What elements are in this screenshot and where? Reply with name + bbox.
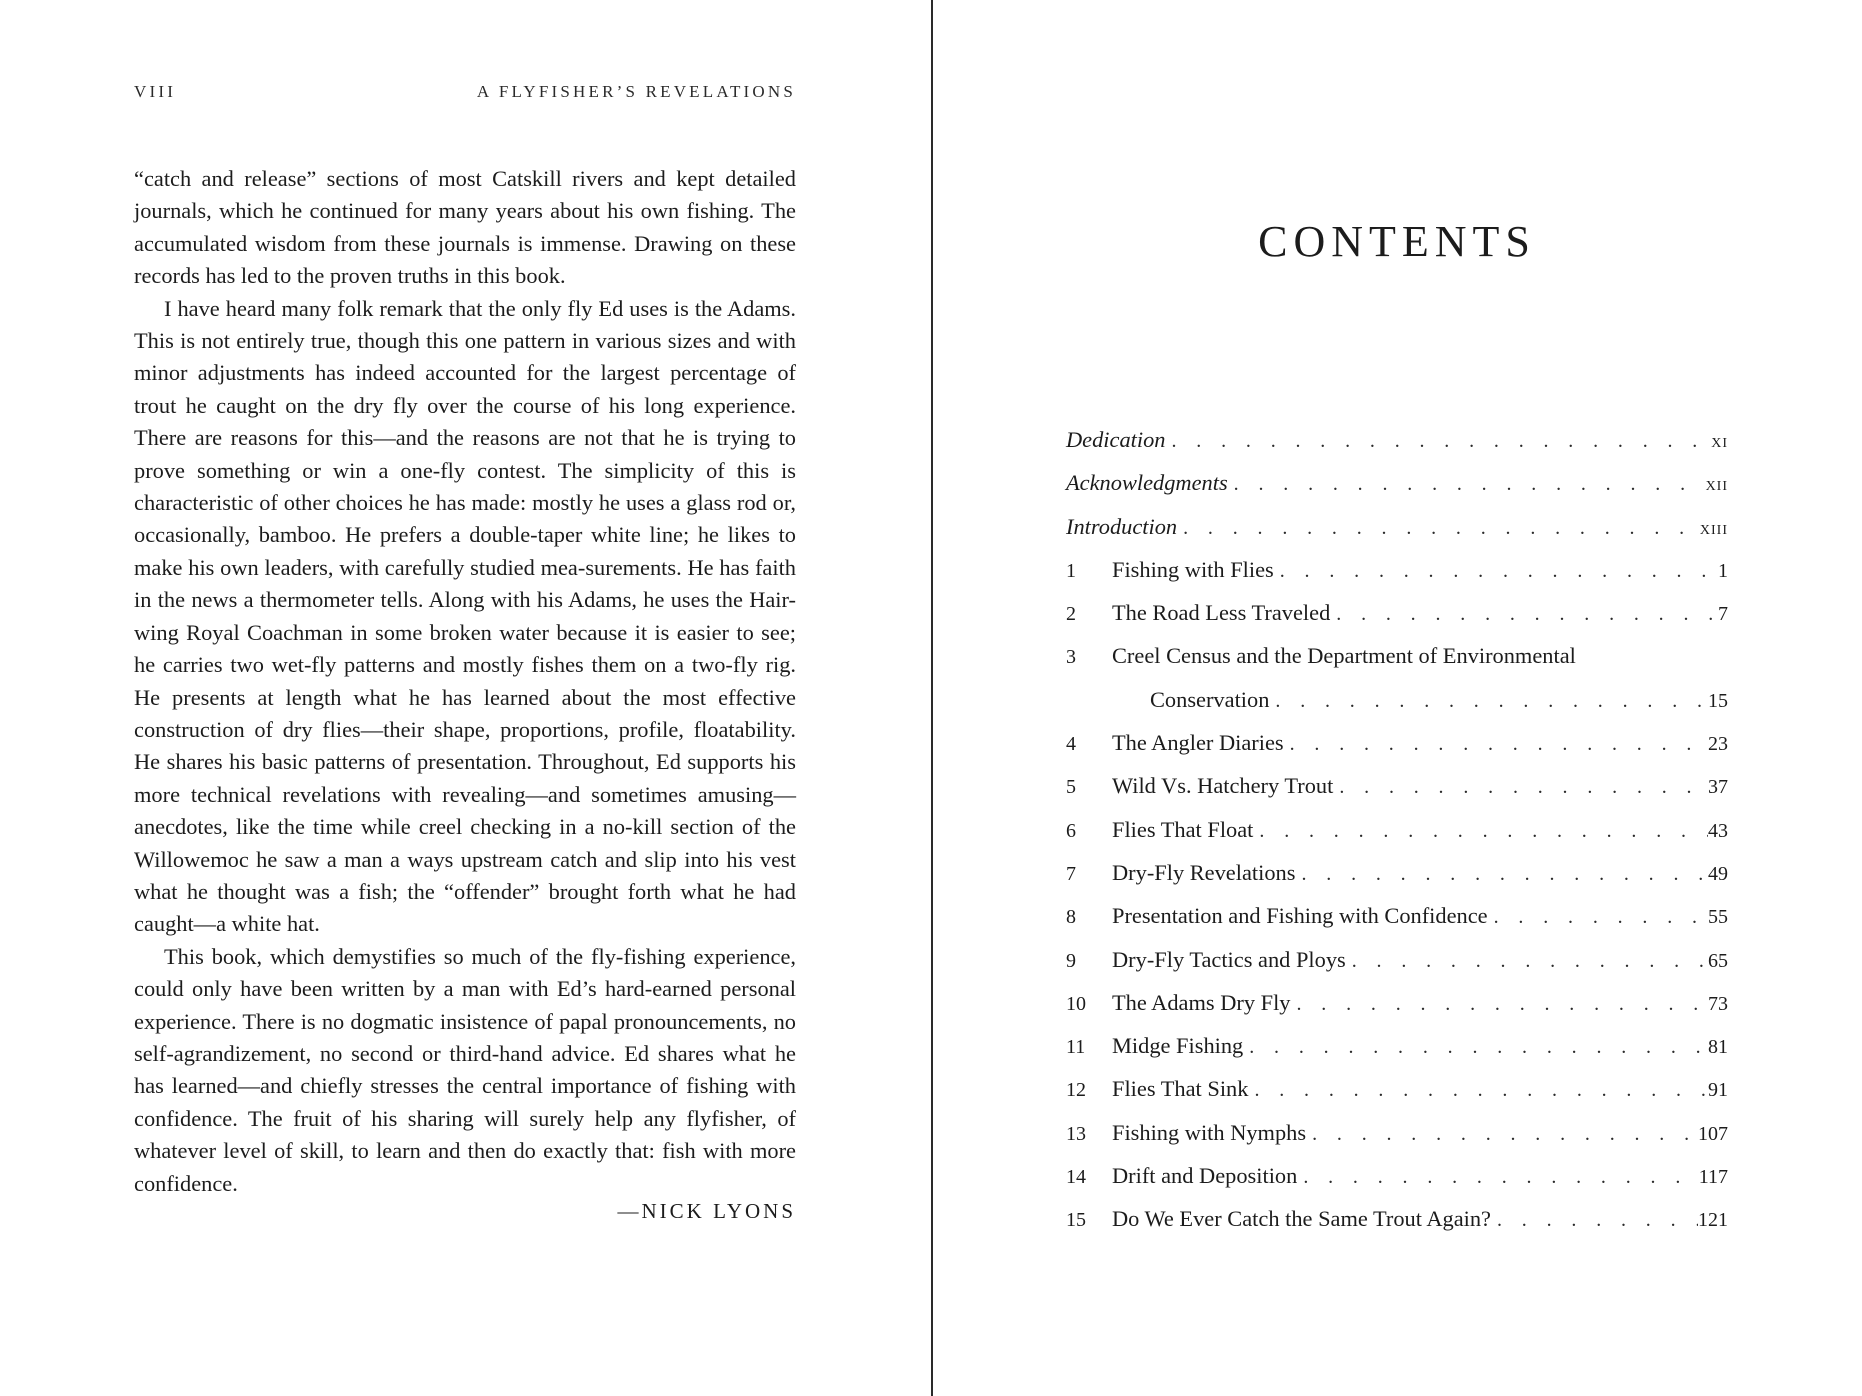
toc-leader-dots: [1488, 896, 1708, 939]
toc-page-number: XI: [1711, 436, 1728, 451]
toc-leader-dots: [1243, 1026, 1708, 1069]
toc-entry-chapter[interactable]: [1066, 1111, 1728, 1154]
toc-entry-chapter-continued[interactable]: [1066, 678, 1728, 721]
running-head-title: A FLYFISHER’S REVELATIONS: [476, 82, 796, 101]
toc-leader-dots: [1330, 593, 1718, 636]
toc-entry-title: Drift and Deposition: [1112, 1163, 1298, 1189]
toc-chapter-number: 10: [1066, 992, 1086, 1015]
toc-leader-dots: [1253, 810, 1708, 853]
toc-page-number: 81: [1708, 1036, 1728, 1059]
book-spine: [931, 0, 933, 1396]
toc-leader-dots: [1166, 420, 1712, 463]
toc-entry-title: Midge Fishing: [1112, 1033, 1244, 1059]
toc-page-number: 73: [1708, 992, 1728, 1015]
toc-page-number: 91: [1708, 1079, 1728, 1102]
toc-entry-title: The Road Less Traveled: [1112, 600, 1331, 626]
toc-chapter-number: 4: [1066, 733, 1076, 756]
contents-heading: CONTENTS: [1258, 217, 1536, 266]
toc-chapter-number: 3: [1066, 646, 1076, 669]
toc-entry-title: Acknowledgments: [1066, 470, 1228, 496]
toc-entry-title-continued: Conservation: [1150, 686, 1270, 712]
toc-entry-chapter[interactable]: [1066, 1154, 1728, 1197]
paragraph: This book, which demystifies so much of the fly-fishing experience, could only have been written by a man with Ed’s hard-earned personal experience. There is no dogmatic insistence of papal pronouncements, no self-agrandizement, no second or third-hand advice. Ed shares what he has learned—and chiefly stresses the central importance of fishing with confidence. The fruit of his sharing will surely help any flyfisher, of whatever level of skill, to learn and then do exactly that: fish with more confidence.: [134, 943, 796, 1196]
author-signature: —NICK LYONS: [617, 1199, 796, 1223]
toc-chapter-number: 9: [1066, 949, 1076, 972]
toc-leader-dots: [1248, 1069, 1708, 1112]
toc-entry-chapter[interactable]: [1066, 851, 1728, 894]
running-head: [134, 82, 796, 106]
toc-entry-title: Creel Census and the Department of Environmental: [1112, 643, 1576, 669]
body-text: [134, 163, 796, 1200]
toc-entry-chapter[interactable]: [1066, 981, 1728, 1024]
toc-entry-title: Fishing with Flies: [1112, 556, 1274, 582]
toc-entry-title: Dry-Fly Revelations: [1112, 859, 1296, 885]
toc-chapter-number: 8: [1066, 906, 1076, 929]
toc-entry-title: The Adams Dry Fly: [1112, 989, 1291, 1015]
right-page: [1066, 0, 1728, 1396]
toc-chapter-number: 12: [1066, 1079, 1086, 1102]
toc-page-number: 37: [1708, 776, 1728, 799]
paragraph: “catch and release” sections of most Catskill rivers and kept detailed journals, which he continued for many years about his own fishing. The accumulated wisdom from these journals is immense. Drawing on these records has led to the proven truths in this book.: [134, 166, 796, 289]
toc-leader-dots: [1346, 940, 1708, 983]
toc-chapter-number: 2: [1066, 603, 1076, 626]
toc-entry-chapter[interactable]: [1066, 938, 1728, 981]
toc-entry-chapter[interactable]: [1066, 1067, 1728, 1110]
toc-leader-dots: [1295, 853, 1708, 896]
toc-leader-dots: [1491, 1199, 1698, 1242]
toc-entry-chapter[interactable]: [1066, 894, 1728, 937]
toc-entry-chapter[interactable]: [1066, 808, 1728, 851]
toc-entry-title: Flies That Sink: [1112, 1076, 1249, 1102]
toc-chapter-number: 5: [1066, 776, 1076, 799]
toc-entry-chapter[interactable]: [1066, 591, 1728, 634]
toc-page-number: 107: [1698, 1122, 1728, 1145]
toc-entry-title: Flies That Float: [1112, 816, 1254, 842]
toc-page-number: 1: [1718, 559, 1728, 582]
toc-leader-dots: [1333, 766, 1708, 809]
toc-leader-dots: [1291, 983, 1709, 1026]
toc-chapter-number: 13: [1066, 1122, 1086, 1145]
toc-page-number: XIII: [1699, 522, 1728, 538]
toc-entry-title: Dedication: [1066, 427, 1166, 452]
toc-page-number: 121: [1698, 1209, 1728, 1232]
toc-page-number: 43: [1708, 819, 1728, 842]
toc-entry-title: Fishing with Nymphs: [1112, 1119, 1307, 1145]
toc-page-number: 49: [1708, 862, 1728, 885]
toc-leader-dots: [1269, 680, 1708, 723]
toc-page-number: XII: [1705, 479, 1728, 495]
toc-leader-dots: [1274, 550, 1718, 593]
toc-entry-dedication[interactable]: [1066, 418, 1728, 461]
toc-page-number: 7: [1718, 603, 1728, 626]
toc-entry-introduction[interactable]: [1066, 505, 1728, 548]
toc-chapter-number: 6: [1066, 819, 1076, 842]
toc-entry-chapter[interactable]: [1066, 1024, 1728, 1067]
toc-entry-chapter[interactable]: [1066, 634, 1728, 677]
toc-entry-title: The Angler Diaries: [1112, 730, 1284, 756]
toc-entry-title: Dry-Fly Tactics and Ploys: [1112, 946, 1346, 972]
toc-leader-dots: [1228, 463, 1706, 506]
toc-leader-dots: [1177, 507, 1700, 550]
table-of-contents: [1066, 418, 1728, 1241]
toc-page-number: 117: [1698, 1166, 1728, 1189]
toc-leader-dots: [1284, 723, 1708, 766]
toc-entry-acknowledgments[interactable]: [1066, 461, 1728, 504]
toc-entry-title: Do We Ever Catch the Same Trout Again?: [1112, 1206, 1491, 1232]
toc-entry-title: Presentation and Fishing with Confidence: [1112, 903, 1488, 929]
toc-page-number: 15: [1708, 689, 1728, 712]
toc-entry-title: Wild Vs. Hatchery Trout: [1112, 773, 1334, 799]
left-page: [134, 0, 796, 1396]
toc-entry-title: Introduction: [1066, 513, 1178, 539]
paragraph: I have heard many folk remark that the only fly Ed uses is the Adams. This is not entirely true, though this one pattern in various sizes and with minor adjustments has indeed accounted for the largest percentage of trout he caught on the dry fly over the course of his long experience. There are reasons for this—and the reasons are not that he is trying to prove something or win a one-fly contest. The simplicity of this is characteristic of other choices he has made: mostly he uses a glass rod or, occasionally, bamboo. He prefers a double-taper white line; he likes to make his own leaders, with carefully studied mea-surements. He has faith in the news a thermometer tells. Along with his Adams, he uses the Hair-wing Royal Coachman in some broken water because it is easier to see; he carries two wet-fly patterns and mostly fishes them on a two-fly rig. He presents at length what he has learned about the most effective construction of dry flies—their shape, proportions, profile, floatability. He shares his basic patterns of presentation. Throughout, Ed supports his more technical revelations with revealing—and sometimes amusing—anecdotes, like the time while creel checking in a no-kill section of the Willowemoc he saw a man a ways upstream catch and slip into his vest what he thought was a fish; the “offender” brought forth what he had caught—a white hat.: [134, 295, 796, 937]
toc-entry-chapter[interactable]: [1066, 721, 1728, 764]
toc-leader-dots: [1306, 1113, 1698, 1156]
toc-entry-chapter[interactable]: [1066, 1197, 1728, 1240]
toc-leader-dots: [1297, 1156, 1698, 1199]
toc-chapter-number: 11: [1066, 1036, 1086, 1059]
toc-chapter-number: 15: [1066, 1209, 1086, 1232]
toc-entry-chapter[interactable]: [1066, 548, 1728, 591]
toc-page-number: 23: [1708, 733, 1728, 756]
toc-chapter-number: 14: [1066, 1166, 1086, 1189]
toc-chapter-number: 1: [1066, 559, 1076, 582]
toc-page-number: 55: [1708, 906, 1728, 929]
toc-page-number: 65: [1708, 949, 1728, 972]
toc-entry-chapter[interactable]: [1066, 764, 1728, 807]
page-folio: VIII: [134, 82, 177, 101]
toc-chapter-number: 7: [1066, 862, 1076, 885]
